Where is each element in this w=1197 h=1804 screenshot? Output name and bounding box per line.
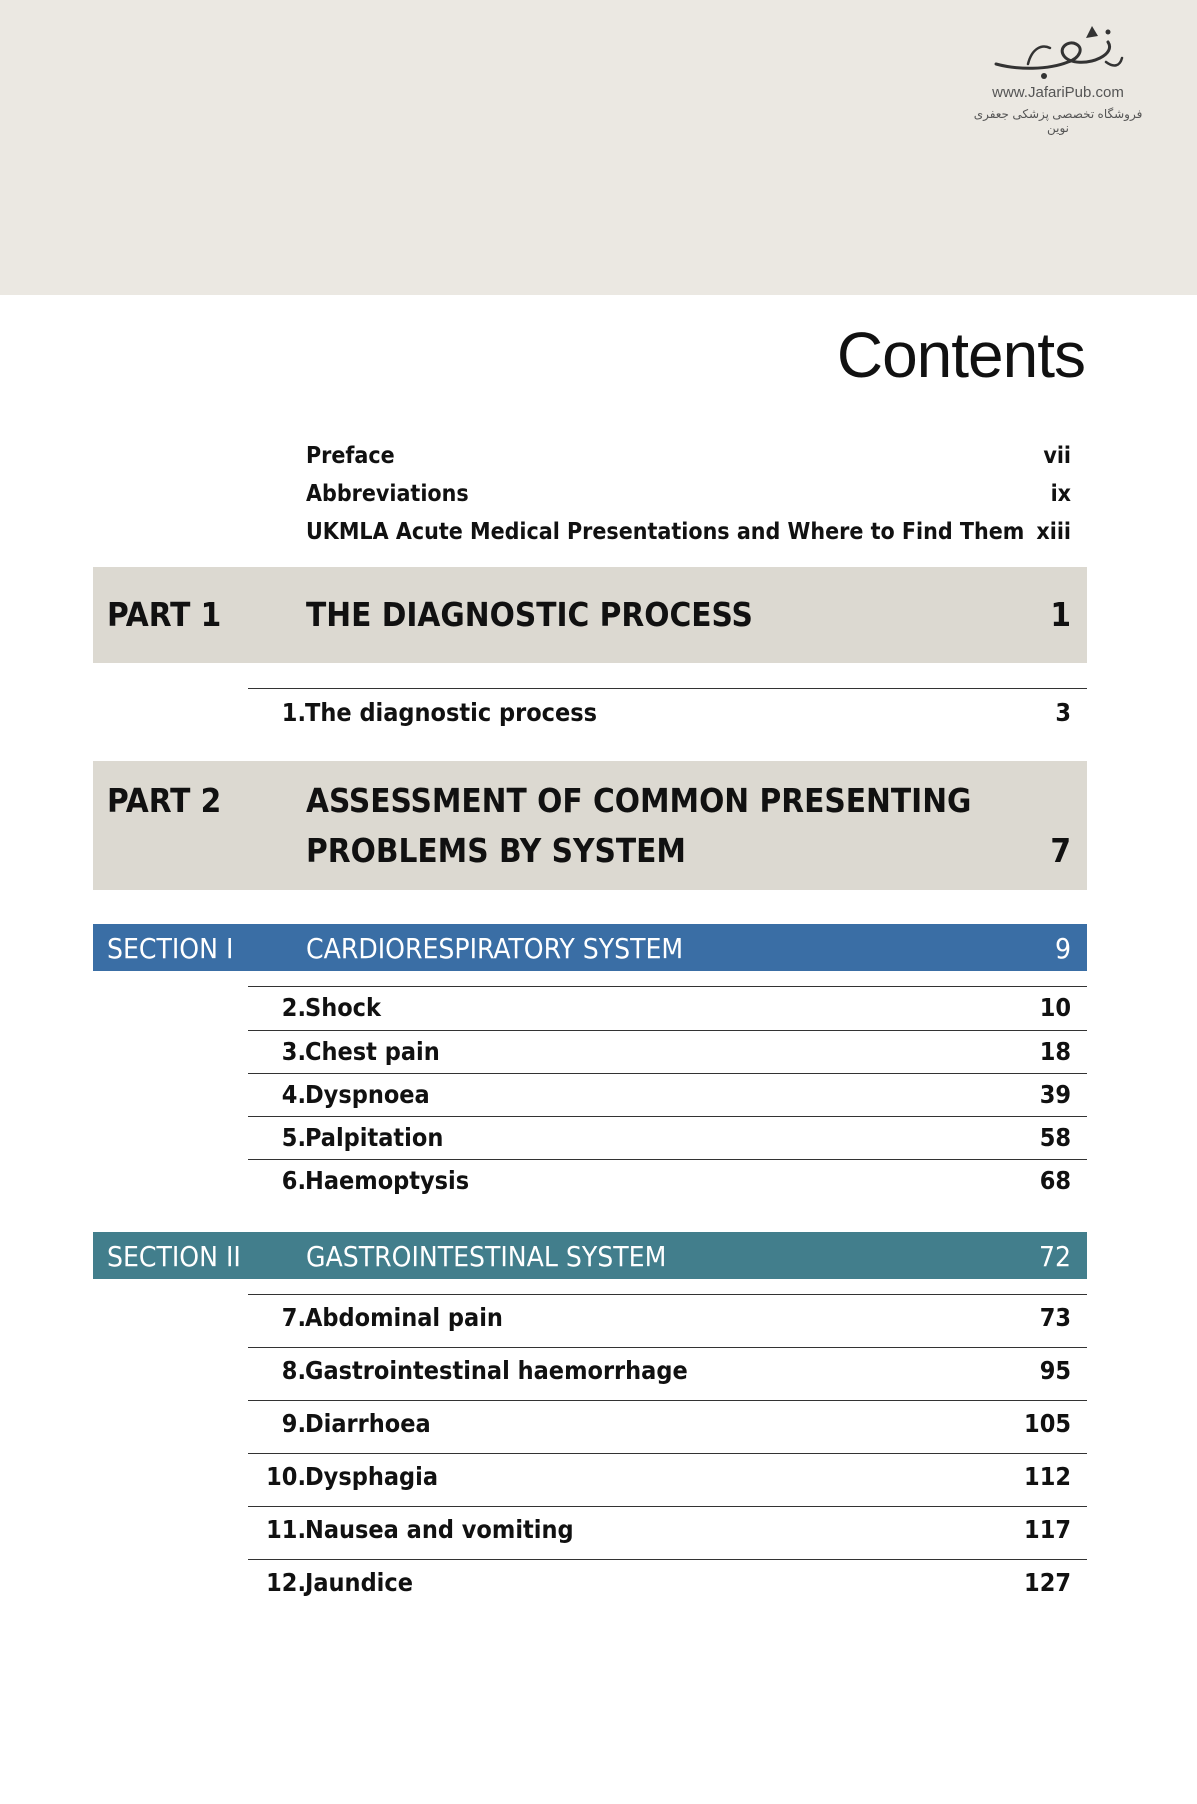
section-2-band[interactable]	[93, 1232, 1087, 1279]
section-1-band[interactable]	[93, 924, 1087, 971]
chapter-number: 11.	[266, 1515, 306, 1544]
section-label: SECTION I	[107, 932, 234, 965]
chapter-title: Gastrointestinal haemorrhage	[305, 1356, 688, 1385]
chapter-title: Dysphagia	[305, 1462, 438, 1491]
chapter-page: 73	[1039, 1303, 1071, 1332]
entry-title: UKMLA Acute Medical Presentations and Where to Find Them	[306, 519, 1025, 545]
chapter-row[interactable]	[248, 1347, 1087, 1400]
logo-url[interactable]: www.JafariPub.com	[992, 84, 1124, 101]
toc-entry-preface[interactable]	[306, 437, 1071, 475]
section-title: CARDIORESPIRATORY SYSTEM	[306, 932, 684, 965]
chapter-number: 8.	[281, 1356, 306, 1385]
chapter-number: 12.	[266, 1568, 306, 1597]
chapter-page: 58	[1039, 1123, 1071, 1152]
part-title-line2: PROBLEMS BY SYSTEM	[306, 831, 686, 870]
chapter-title: Haemoptysis	[305, 1166, 470, 1195]
logo-tagline: فروشگاه تخصصی پزشکی جعفری نوین	[973, 107, 1143, 135]
section-page: 72	[1038, 1240, 1071, 1273]
section-page: 9	[1054, 932, 1071, 965]
entry-page: vii	[1043, 443, 1071, 469]
chapter-page: 68	[1039, 1166, 1071, 1195]
entry-title: Preface	[306, 443, 395, 469]
header-band	[0, 0, 1197, 295]
chapter-row[interactable]	[248, 1294, 1087, 1347]
chapter-row[interactable]	[248, 1559, 1087, 1612]
section-label: SECTION II	[107, 1240, 241, 1273]
entry-page: xiii	[1036, 519, 1071, 545]
chapter-title: Abdominal pain	[305, 1303, 503, 1332]
page-title: Contents	[836, 319, 1085, 391]
chapter-title: Dyspnoea	[305, 1080, 430, 1109]
chapter-title: Chest pain	[305, 1037, 440, 1066]
chapter-title: Nausea and vomiting	[305, 1515, 574, 1544]
chapter-title: Palpitation	[305, 1123, 444, 1152]
chapter-number: 1.	[281, 698, 306, 727]
part-page: 1	[1050, 595, 1071, 634]
chapter-number: 10.	[266, 1462, 306, 1491]
chapter-page: 105	[1024, 1409, 1071, 1438]
part-label: PART 2	[107, 781, 222, 820]
chapter-row[interactable]	[248, 1073, 1087, 1117]
chapter-number: 5.	[281, 1123, 306, 1152]
section-title: GASTROINTESTINAL SYSTEM	[306, 1240, 667, 1273]
chapter-row[interactable]	[248, 1400, 1087, 1453]
chapter-row[interactable]	[248, 1116, 1087, 1160]
chapter-page: 39	[1039, 1080, 1071, 1109]
chapter-number: 6.	[281, 1166, 306, 1195]
part-page: 7	[1050, 831, 1071, 870]
chapter-title: Jaundice	[305, 1568, 413, 1597]
chapter-row[interactable]	[248, 1159, 1087, 1203]
part-title: THE DIAGNOSTIC PROCESS	[306, 595, 753, 634]
chapter-number: 9.	[281, 1409, 306, 1438]
chapter-page: 10	[1039, 993, 1071, 1022]
chapter-title: Diarrhoea	[305, 1409, 431, 1438]
chapter-page: 95	[1039, 1356, 1071, 1385]
entry-page: ix	[1050, 481, 1071, 507]
entry-title: Abbreviations	[306, 481, 469, 507]
chapter-number: 3.	[281, 1037, 306, 1066]
part-2-band[interactable]	[93, 761, 1087, 890]
chapter-page: 18	[1039, 1037, 1071, 1066]
chapter-number: 2.	[281, 993, 306, 1022]
chapter-title: Shock	[305, 993, 381, 1022]
publisher-logo[interactable]	[968, 18, 1148, 135]
chapter-page: 117	[1024, 1515, 1071, 1544]
part-title-line1: ASSESSMENT OF COMMON PRESENTING	[306, 781, 972, 820]
chapter-row[interactable]	[248, 1506, 1087, 1559]
calligraphy-logo-icon	[988, 18, 1128, 82]
chapter-row[interactable]	[248, 1030, 1087, 1074]
chapter-page: 127	[1024, 1568, 1071, 1597]
chapter-page: 3	[1055, 698, 1071, 727]
toc-entry-abbreviations[interactable]	[306, 475, 1071, 513]
chapter-row[interactable]	[248, 1453, 1087, 1506]
toc-entry-ukmla[interactable]	[306, 513, 1071, 551]
chapter-number: 4.	[281, 1080, 306, 1109]
part-1-band[interactable]	[93, 567, 1087, 663]
part-label: PART 1	[107, 595, 222, 634]
chapter-number: 7.	[281, 1303, 306, 1332]
chapter-page: 112	[1024, 1462, 1071, 1491]
chapter-row[interactable]	[248, 688, 1087, 735]
chapter-title: The diagnostic process	[305, 698, 598, 727]
chapter-row[interactable]	[248, 986, 1087, 1030]
